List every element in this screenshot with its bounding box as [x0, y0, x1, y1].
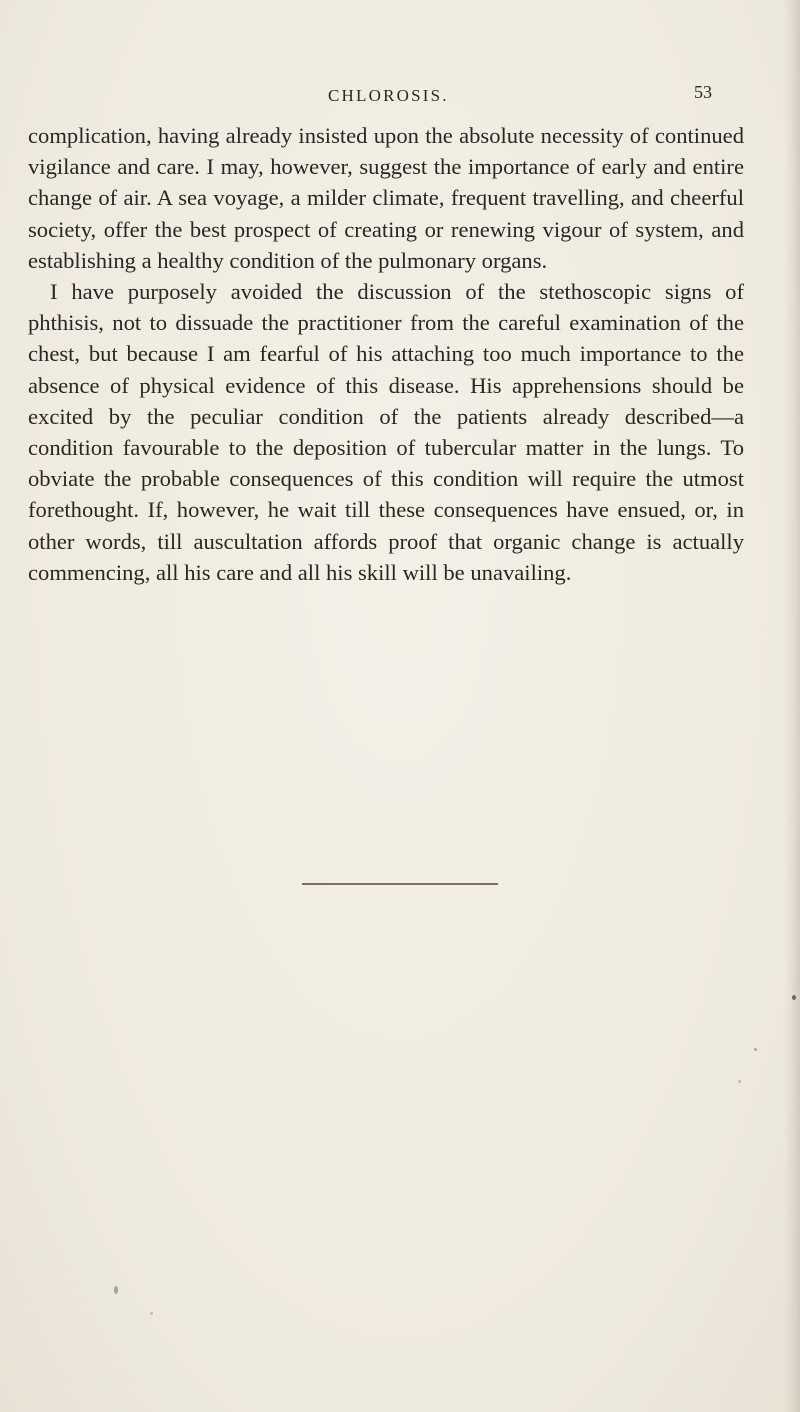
ink-speck: [114, 1286, 118, 1294]
paragraph-2: I have purposely avoided the discussion of the stethoscopic signs of phthisis, not to dissuade the practitioner from the careful examination of the chest, but because I am fearful of his attaching too much importance to the absence of physical evidence of this disease. His apprehensions should be excited by the peculiar condition of the patients already described—a condition favourable to the deposition of tubercular matter in the lungs. To obviate the probable consequences of this condition will require the utmost forethought. If, however, he wait till these consequences have ensued, or, in other words, till auscultation affords proof that organic change is actually commencing, all his care and all his skill will be unavailing.: [28, 279, 744, 585]
ink-speck: [754, 1048, 757, 1051]
running-header: [0, 84, 800, 114]
ink-speck: [150, 1312, 153, 1315]
body-text: [28, 120, 744, 588]
end-rule: [302, 883, 498, 885]
page-number: 53: [694, 82, 712, 102]
paragraph-1: complication, having already insisted upon the absolute necessity of continued vigilance and care. I may, however, suggest the importance of early and entire change of air. A sea voyage, a milder climate, frequent travelling, and cheerful society, offer the best prospect of creating or renewing vigour of system, and establishing a healthy condition of the pulmonary organs.: [28, 123, 744, 273]
running-title: CHLOROSIS.: [328, 86, 449, 105]
page-edge-shadow: [784, 0, 800, 1412]
ink-speck: [738, 1080, 741, 1083]
